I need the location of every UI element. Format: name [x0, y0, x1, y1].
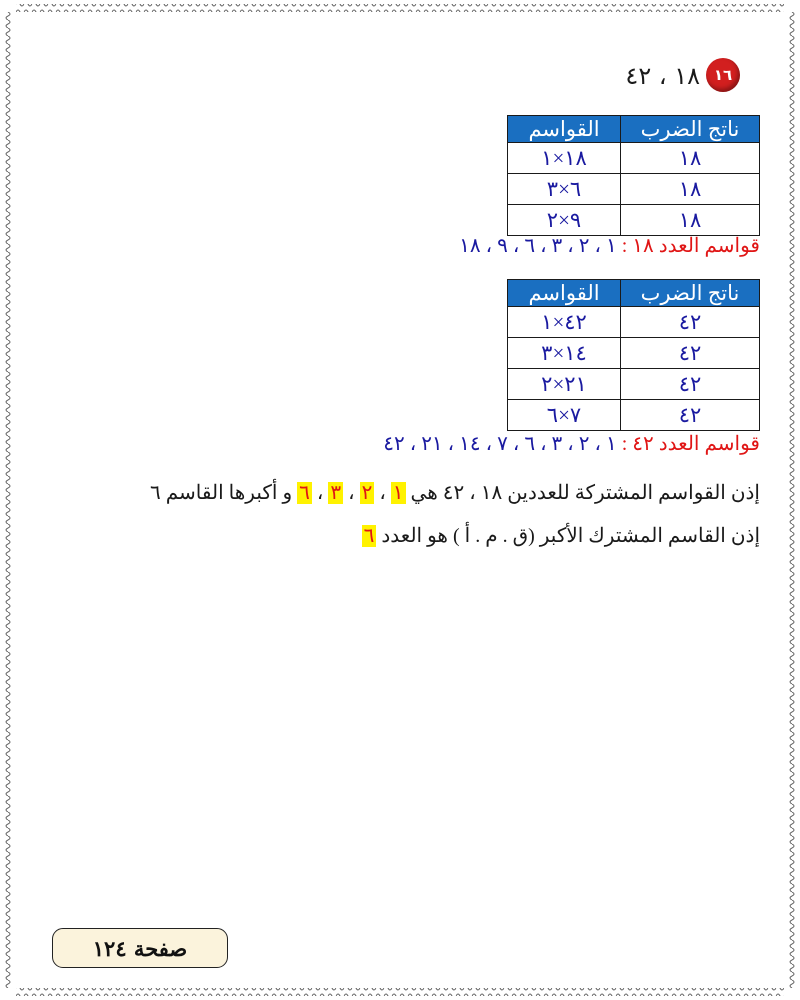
- page-number-label: صفحة ١٢٤: [52, 928, 228, 968]
- factors-cell: ٧×٦: [508, 400, 621, 431]
- table-row: [508, 338, 760, 369]
- problem-number-badge: [706, 58, 740, 92]
- common-value-highlight: ١: [392, 482, 404, 504]
- divisors-42-label: قواسم العدد ٤٢ :: [621, 433, 760, 455]
- table-row: [508, 143, 760, 174]
- header-factors: القواسم: [508, 280, 621, 307]
- common-value-highlight: ٢: [361, 482, 373, 504]
- factors-cell: ١٤×٣: [508, 338, 621, 369]
- table-row: [508, 205, 760, 236]
- common-divisors-line: [150, 480, 760, 505]
- factors-table-18: [507, 115, 760, 236]
- divisors-18-label: قواسم العدد ١٨ :: [621, 235, 760, 257]
- product-cell: ٤٢: [621, 400, 760, 431]
- factors-cell: ٤٢×١: [508, 307, 621, 338]
- common-suffix: و أكبرها القاسم ٦: [149, 482, 293, 504]
- divisors-18-line: [459, 233, 760, 258]
- header-product: ناتج الضرب: [621, 280, 760, 307]
- divisors-18-values: ١ ، ٢ ، ٣ ، ٦ ، ٩ ، ١٨: [459, 235, 617, 257]
- table-row: [508, 369, 760, 400]
- gcd-line: [362, 523, 760, 548]
- header-factors: القواسم: [508, 116, 621, 143]
- factors-cell: ٦×٣: [508, 174, 621, 205]
- divisors-42-line: [383, 431, 760, 456]
- factors-cell: ١٨×١: [508, 143, 621, 174]
- product-cell: ١٨: [621, 143, 760, 174]
- divisors-42-values: ١ ، ٢ ، ٣ ، ٦ ، ٧ ، ١٤ ، ٢١ ، ٤٢: [383, 433, 617, 455]
- factors-cell: ٩×٢: [508, 205, 621, 236]
- factors-cell: ٢١×٢: [508, 369, 621, 400]
- table-row: [508, 307, 760, 338]
- table-row: [508, 174, 760, 205]
- problem-number: ١٦: [713, 66, 733, 84]
- separator: ،: [348, 482, 355, 504]
- common-value-highlight: ٦: [299, 482, 310, 504]
- product-cell: ٤٢: [621, 307, 760, 338]
- table-row: [508, 400, 760, 431]
- problem-numbers: ١٨ ، ٤٢: [625, 62, 700, 90]
- product-cell: ١٨: [621, 205, 760, 236]
- product-cell: ٤٢: [621, 338, 760, 369]
- header-product: ناتج الضرب: [621, 116, 760, 143]
- product-cell: ٤٢: [621, 369, 760, 400]
- product-cell: ١٨: [621, 174, 760, 205]
- gcd-text: إذن القاسم المشترك الأكبر (ق . م . أ ) هو العدد: [381, 525, 760, 547]
- common-value-highlight: ٣: [330, 482, 342, 504]
- common-prefix: إذن القواسم المشتركة للعددين ١٨ ، ٤٢ هي: [410, 482, 760, 504]
- factors-table-42: [507, 279, 760, 431]
- gcd-value-highlight: ٦: [363, 525, 375, 547]
- separator: ،: [316, 482, 324, 504]
- separator: ،: [379, 482, 386, 504]
